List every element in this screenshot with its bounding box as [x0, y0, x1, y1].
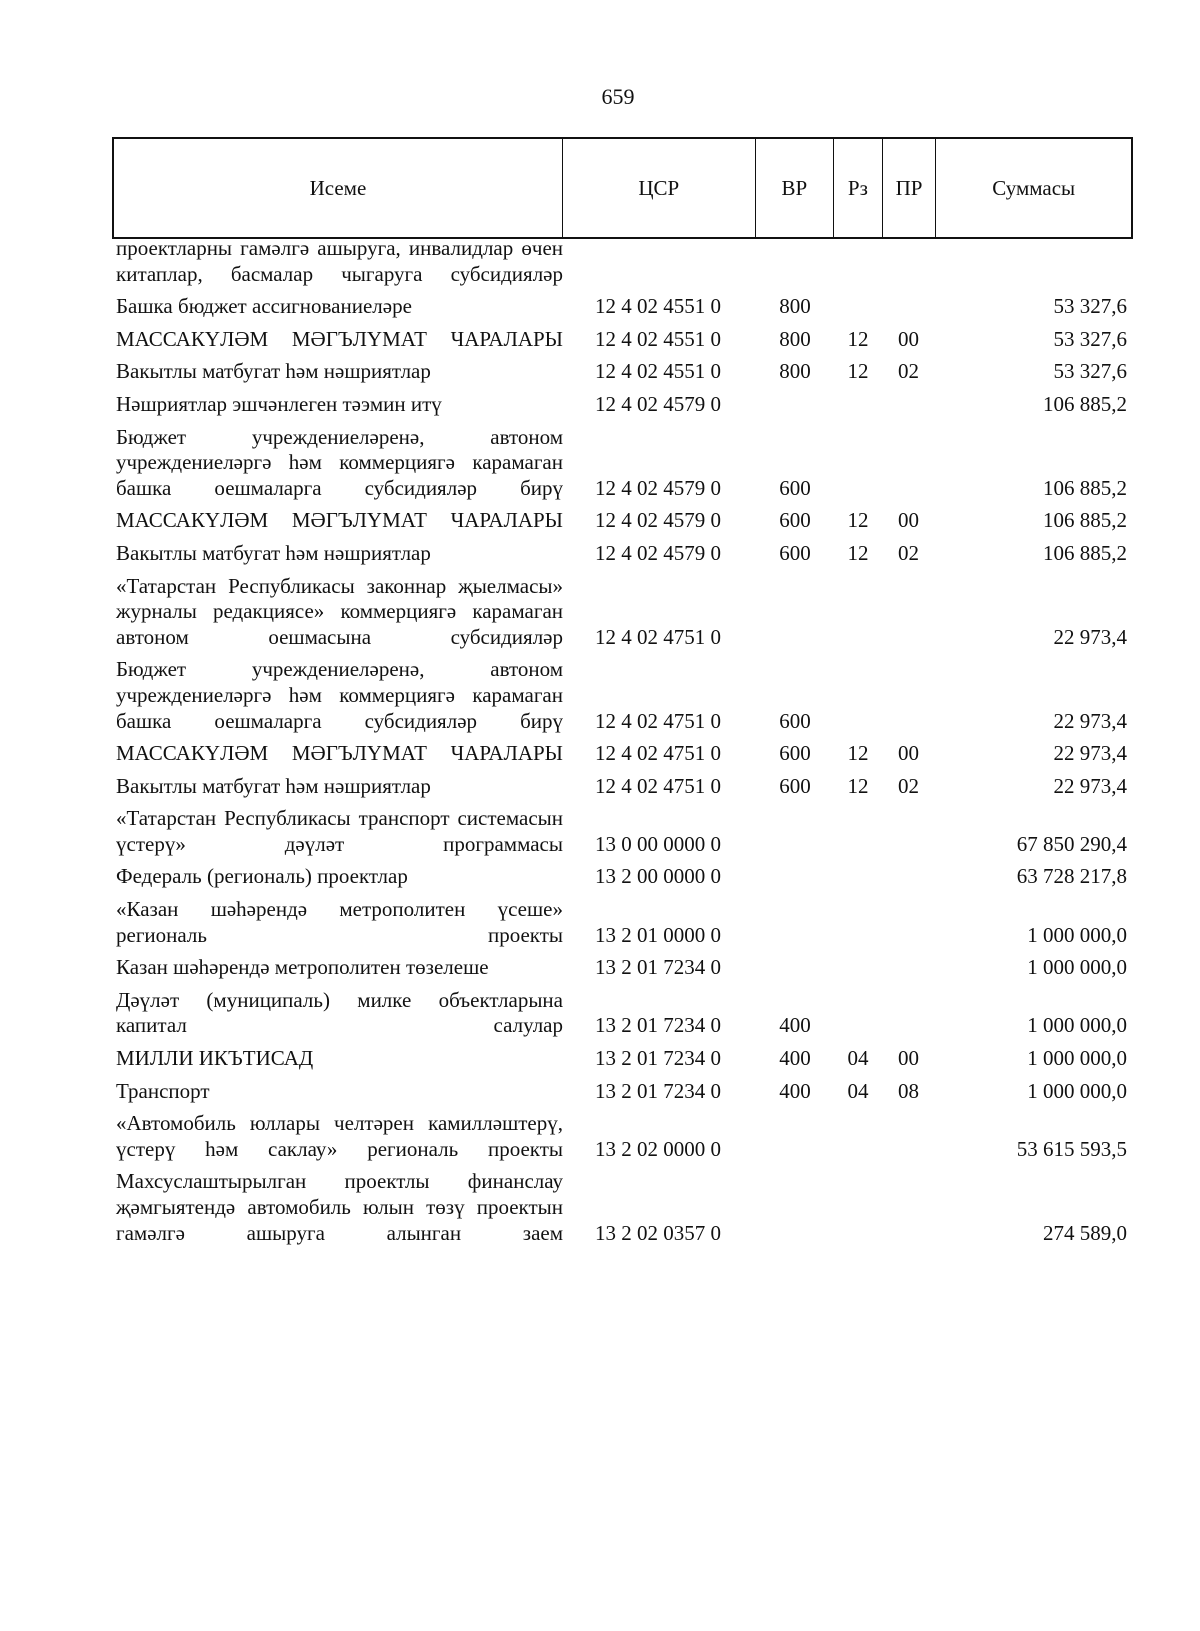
header-csr: ЦСР — [563, 139, 756, 237]
cell-pr: 00 — [898, 741, 919, 766]
table-row — [112, 1079, 1133, 1105]
cell-csr: 12 4 02 4751 0 — [595, 741, 721, 766]
cell-name: МАССАКҮЛӘМ МӘГЪЛҮМАТ ЧАРАЛАРЫ — [116, 326, 563, 351]
table-row — [112, 806, 1133, 857]
table-row — [112, 657, 1133, 734]
cell-pr: 00 — [898, 1046, 919, 1071]
cell-sum: 22 973,4 — [1053, 773, 1127, 798]
cell-csr: 12 4 02 4579 0 — [595, 391, 721, 416]
cell-pr: 02 — [898, 773, 919, 798]
cell-sum: 53 327,6 — [1053, 294, 1127, 319]
budget-table — [112, 137, 1133, 1253]
cell-csr: 12 4 02 4551 0 — [595, 359, 721, 384]
cell-csr: 13 2 02 0000 0 — [595, 1136, 721, 1161]
table-row — [112, 864, 1133, 890]
cell-name: МИЛЛИ ИКЪТИСАД — [116, 1046, 314, 1071]
cell-sum: 67 850 290,4 — [1016, 831, 1127, 856]
cell-csr: 12 4 02 4579 0 — [595, 475, 721, 500]
table-row — [112, 1169, 1133, 1246]
cell-name: Федераль (региональ) проектлар — [116, 864, 408, 889]
cell-sum: 22 973,4 — [1053, 624, 1127, 649]
header-name: Исеме — [114, 139, 563, 237]
cell-csr: 12 4 02 4551 0 — [595, 326, 721, 351]
cell-rz: 12 — [847, 508, 869, 533]
cell-csr: 13 2 01 7234 0 — [595, 1078, 721, 1103]
cell-name: «Автомобиль юллары челтәрен камилләштерү, үстерү һәм саклау» региональ проекты — [116, 1111, 563, 1161]
cell-rz: 04 — [847, 1078, 869, 1103]
header-vr: ВР — [756, 139, 834, 237]
cell-sum: 106 885,2 — [1043, 540, 1127, 565]
cell-name: Казан шәһәрендә метрополитен төзелеше — [116, 955, 489, 980]
header-rz: Рз — [834, 139, 883, 237]
cell-name: МАССАКҮЛӘМ МӘГЪЛҮМАТ ЧАРАЛАРЫ — [116, 508, 563, 533]
table-row — [112, 1111, 1133, 1162]
cell-vr: 800 — [779, 359, 811, 384]
cell-vr: 800 — [779, 294, 811, 319]
cell-name: Нәшриятлар эшчәнлеген тәэмин итү — [116, 391, 442, 416]
cell-name: проектларны гамәлгә ашыруга, инвалидлар өчен китаплар, басмалар чыгаруга субсидияләр — [116, 236, 563, 286]
table-row — [112, 508, 1133, 534]
cell-sum: 274 589,0 — [1043, 1220, 1127, 1245]
cell-pr: 00 — [898, 508, 919, 533]
cell-sum: 106 885,2 — [1043, 391, 1127, 416]
cell-csr: 12 4 02 4751 0 — [595, 773, 721, 798]
cell-vr: 600 — [779, 741, 811, 766]
table-row — [112, 741, 1133, 767]
cell-pr: 02 — [898, 540, 919, 565]
cell-csr: 13 2 01 7234 0 — [595, 1046, 721, 1071]
cell-pr: 08 — [898, 1078, 919, 1103]
cell-vr: 400 — [779, 1013, 811, 1038]
table-row — [112, 774, 1133, 800]
cell-name: Бюджет учреждениеләренә, автоном учреждениеләргә һәм коммерциягә карамаган башка оешмаларга субсидияләр бирү — [116, 657, 563, 733]
cell-csr: 12 4 02 4579 0 — [595, 508, 721, 533]
table-row — [112, 236, 1133, 287]
header-pr: ПР — [883, 139, 937, 237]
table-row — [112, 955, 1133, 981]
cell-csr: 13 2 00 0000 0 — [595, 864, 721, 889]
table-row — [112, 1046, 1133, 1072]
cell-vr: 600 — [779, 540, 811, 565]
cell-sum: 22 973,4 — [1053, 708, 1127, 733]
cell-sum: 106 885,2 — [1043, 475, 1127, 500]
cell-pr: 02 — [898, 359, 919, 384]
cell-csr: 13 2 02 0357 0 — [595, 1220, 721, 1245]
cell-vr: 600 — [779, 508, 811, 533]
cell-sum: 1 000 000,0 — [1027, 1046, 1127, 1071]
cell-csr: 13 2 01 7234 0 — [595, 1013, 721, 1038]
cell-name: «Казан шәһәрендә метрополитен үсеше» региональ проекты — [116, 897, 563, 947]
table-row — [112, 392, 1133, 418]
cell-sum: 63 728 217,8 — [1016, 864, 1127, 889]
cell-csr: 12 4 02 4579 0 — [595, 540, 721, 565]
cell-sum: 53 615 593,5 — [1016, 1136, 1127, 1161]
cell-name: Дәүләт (муниципаль) милке объектларына капитал салулар — [116, 987, 563, 1038]
cell-name: «Татарстан Республикасы транспорт системасын үстерү» дәүләт программасы — [116, 806, 563, 856]
cell-vr: 600 — [779, 773, 811, 798]
cell-name: Башка бюджет ассигнованиеләре — [116, 294, 412, 319]
table-row — [112, 897, 1133, 948]
table-row — [112, 541, 1133, 567]
table-row — [112, 359, 1133, 385]
cell-csr: 13 2 01 7234 0 — [595, 955, 721, 980]
cell-sum: 53 327,6 — [1053, 359, 1127, 384]
cell-sum: 22 973,4 — [1053, 741, 1127, 766]
cell-name: МАССАКҮЛӘМ МӘГЪЛҮМАТ ЧАРАЛАРЫ — [116, 741, 563, 766]
table-row — [112, 574, 1133, 651]
cell-name: Бюджет учреждениеләренә, автоном учреждениеләргә һәм коммерциягә карамаган башка оешмаларга субсидияләр бирү — [116, 424, 563, 500]
cell-sum: 1 000 000,0 — [1027, 1013, 1127, 1038]
cell-sum: 1 000 000,0 — [1027, 955, 1127, 980]
cell-sum: 106 885,2 — [1043, 508, 1127, 533]
cell-name: «Татарстан Республикасы законнар җыелмасы» журналы редакциясе» коммерциягә карамаган автоном оешмасына субсидияләр — [116, 573, 563, 649]
cell-name: Вакытлы матбугат һәм нәшриятлар — [116, 540, 431, 565]
table-header — [112, 137, 1133, 239]
cell-rz: 12 — [847, 359, 869, 384]
cell-rz: 12 — [847, 540, 869, 565]
cell-vr: 400 — [779, 1046, 811, 1071]
cell-sum: 1 000 000,0 — [1027, 1078, 1127, 1103]
page-number: 659 — [601, 84, 635, 109]
table-row — [112, 425, 1133, 502]
table-row — [112, 988, 1133, 1039]
cell-csr: 13 0 00 0000 0 — [595, 831, 721, 856]
cell-pr: 00 — [898, 326, 919, 351]
table-row — [112, 327, 1133, 353]
cell-vr: 800 — [779, 326, 811, 351]
header-sum: Суммасы — [992, 175, 1076, 200]
table-row — [112, 294, 1133, 320]
cell-sum: 1 000 000,0 — [1027, 922, 1127, 947]
cell-name: Вакытлы матбугат һәм нәшриятлар — [116, 773, 431, 798]
cell-csr: 12 4 02 4751 0 — [595, 624, 721, 649]
table-body — [112, 236, 1133, 1246]
cell-name: Транспорт — [116, 1078, 210, 1103]
cell-name: Вакытлы матбугат һәм нәшриятлар — [116, 359, 431, 384]
cell-rz: 12 — [847, 741, 869, 766]
cell-rz: 12 — [847, 326, 869, 351]
cell-csr: 13 2 01 0000 0 — [595, 922, 721, 947]
cell-vr: 400 — [779, 1078, 811, 1103]
cell-vr: 600 — [779, 475, 811, 500]
cell-rz: 12 — [847, 773, 869, 798]
cell-vr: 600 — [779, 708, 811, 733]
cell-csr: 12 4 02 4751 0 — [595, 708, 721, 733]
cell-rz: 04 — [847, 1046, 869, 1071]
cell-csr: 12 4 02 4551 0 — [595, 294, 721, 319]
cell-name: Махсуслаштырылган проектлы финанслау җәмгыятендә автомобиль юлын төзү проектын гамәлгә ашыруга алынган заем — [116, 1169, 563, 1245]
cell-sum: 53 327,6 — [1053, 326, 1127, 351]
